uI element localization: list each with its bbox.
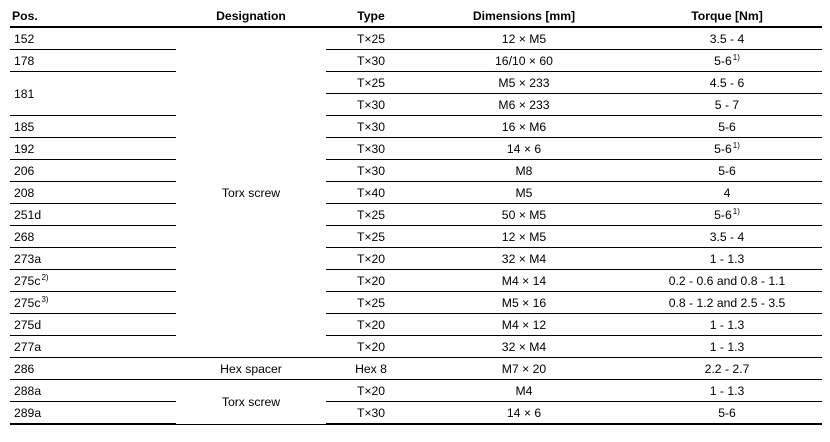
torque-footnote: 1) xyxy=(732,52,740,62)
dimensions-cell: 14 × 6 xyxy=(416,138,632,160)
type-cell: Hex 8 xyxy=(326,358,416,380)
torque-cell xyxy=(632,204,822,226)
pos-cell xyxy=(10,27,176,50)
torque-cell xyxy=(632,358,822,380)
type-cell: T×30 xyxy=(326,402,416,425)
pos-value: 152 xyxy=(14,31,35,46)
torque-value: 1 - 1.3 xyxy=(709,317,745,332)
torque-value: 2.2 - 2.7 xyxy=(704,361,750,376)
torque-cell xyxy=(632,270,822,292)
dimensions-cell: 14 × 6 xyxy=(416,402,632,425)
designation-cell: Torx screw xyxy=(176,27,326,358)
table-row xyxy=(10,226,822,248)
pos-value: 192 xyxy=(14,141,35,156)
pos-cell xyxy=(10,402,176,425)
pos-value: 273a xyxy=(14,251,42,266)
table-row xyxy=(10,248,822,270)
pos-value: 178 xyxy=(14,53,35,68)
dimensions-cell: 16/10 × 60 xyxy=(416,50,632,72)
dimensions-cell: 32 × M4 xyxy=(416,336,632,358)
torque-cell xyxy=(632,72,822,94)
type-cell: T×30 xyxy=(326,116,416,138)
pos-cell xyxy=(10,292,176,314)
type-cell: T×25 xyxy=(326,226,416,248)
torque-cell xyxy=(632,248,822,270)
dimensions-cell: M4 xyxy=(416,380,632,402)
pos-value: 185 xyxy=(14,119,35,134)
torque-cell xyxy=(632,226,822,248)
type-cell: T×25 xyxy=(326,27,416,50)
torque-cell xyxy=(632,160,822,182)
dimensions-cell: M5 × 233 xyxy=(416,72,632,94)
table-row xyxy=(10,336,822,358)
dimensions-cell: 12 × M5 xyxy=(416,27,632,50)
torque-value: 5-6 xyxy=(714,207,732,222)
torque-footnote: 1) xyxy=(732,206,740,216)
pos-value: 288a xyxy=(14,383,42,398)
table-row xyxy=(10,160,822,182)
torque-cell xyxy=(632,292,822,314)
pos-value: 251d xyxy=(14,207,42,222)
table-row xyxy=(10,138,822,160)
torque-table xyxy=(10,5,822,425)
torque-table-container xyxy=(10,5,822,425)
table-row xyxy=(10,182,822,204)
header-pos: Pos. xyxy=(10,5,176,27)
table-row xyxy=(10,204,822,226)
pos-cell xyxy=(10,72,176,116)
torque-cell xyxy=(632,182,822,204)
torque-cell xyxy=(632,380,822,402)
pos-value: 277a xyxy=(14,339,42,354)
type-cell: T×30 xyxy=(326,94,416,116)
type-cell: T×30 xyxy=(326,50,416,72)
pos-cell xyxy=(10,380,176,402)
pos-footnote: 2) xyxy=(41,272,49,282)
dimensions-cell: M5 xyxy=(416,182,632,204)
pos-cell xyxy=(10,138,176,160)
type-cell: T×25 xyxy=(326,72,416,94)
torque-value: 1 - 1.3 xyxy=(709,383,745,398)
torque-value: 5-6 xyxy=(718,405,736,420)
pos-footnote: 3) xyxy=(41,294,49,304)
type-cell: T×20 xyxy=(326,380,416,402)
torque-cell xyxy=(632,336,822,358)
table-row xyxy=(10,402,822,425)
torque-cell xyxy=(632,116,822,138)
dimensions-cell: M5 × 16 xyxy=(416,292,632,314)
torque-value: 5-6 xyxy=(718,119,736,134)
pos-cell xyxy=(10,116,176,138)
pos-cell xyxy=(10,182,176,204)
torque-cell xyxy=(632,27,822,50)
dimensions-cell: M7 × 20 xyxy=(416,358,632,380)
table-row xyxy=(10,72,822,94)
pos-value: 268 xyxy=(14,229,35,244)
pos-cell xyxy=(10,204,176,226)
pos-cell xyxy=(10,50,176,72)
pos-value: 181 xyxy=(14,86,35,101)
torque-value: 5 - 7 xyxy=(714,97,740,112)
type-cell: T×40 xyxy=(326,182,416,204)
torque-cell xyxy=(632,138,822,160)
type-cell: T×20 xyxy=(326,248,416,270)
dimensions-cell: 32 × M4 xyxy=(416,248,632,270)
dimensions-cell: M4 × 12 xyxy=(416,314,632,336)
dimensions-cell: M8 xyxy=(416,160,632,182)
pos-cell xyxy=(10,226,176,248)
torque-value: 5-6 xyxy=(714,141,732,156)
type-cell: T×30 xyxy=(326,138,416,160)
pos-value: 208 xyxy=(14,185,35,200)
type-cell: T×25 xyxy=(326,292,416,314)
table-row xyxy=(10,270,822,292)
type-cell: T×20 xyxy=(326,270,416,292)
torque-value: 0.2 - 0.6 and 0.8 - 1.1 xyxy=(668,273,786,288)
torque-footnote: 1) xyxy=(732,140,740,150)
header-dimensions: Dimensions [mm] xyxy=(416,5,632,27)
header-row xyxy=(10,5,822,27)
torque-value: 3.5 - 4 xyxy=(709,229,745,244)
table-row xyxy=(10,27,822,50)
designation-cell: Hex spacer xyxy=(176,358,326,380)
type-cell: T×20 xyxy=(326,336,416,358)
pos-value: 206 xyxy=(14,163,35,178)
designation-cell: Torx screw xyxy=(176,380,326,425)
pos-value: 275c xyxy=(14,273,41,288)
pos-cell xyxy=(10,336,176,358)
torque-value: 0.8 - 1.2 and 2.5 - 3.5 xyxy=(668,295,786,310)
torque-cell xyxy=(632,50,822,72)
pos-value: 275c xyxy=(14,295,41,310)
pos-value: 275d xyxy=(14,317,42,332)
torque-value: 4.5 - 6 xyxy=(709,75,745,90)
torque-value: 5-6 xyxy=(718,163,736,178)
pos-cell xyxy=(10,314,176,336)
pos-cell xyxy=(10,270,176,292)
type-cell: T×25 xyxy=(326,204,416,226)
table-row xyxy=(10,292,822,314)
header-designation: Designation xyxy=(176,5,326,27)
torque-cell xyxy=(632,314,822,336)
dimensions-cell: 16 × M6 xyxy=(416,116,632,138)
type-cell: T×30 xyxy=(326,160,416,182)
type-cell: T×20 xyxy=(326,314,416,336)
table-row xyxy=(10,314,822,336)
torque-value: 3.5 - 4 xyxy=(709,31,745,46)
dimensions-cell: 12 × M5 xyxy=(416,226,632,248)
torque-value: 4 xyxy=(723,185,731,200)
torque-value: 1 - 1.3 xyxy=(709,339,745,354)
torque-value: 5-6 xyxy=(714,53,732,68)
torque-cell xyxy=(632,94,822,116)
header-type: Type xyxy=(326,5,416,27)
torque-value: 1 - 1.3 xyxy=(709,251,745,266)
pos-value: 286 xyxy=(14,361,35,376)
table-row xyxy=(10,380,822,402)
pos-cell xyxy=(10,358,176,380)
dimensions-cell: 50 × M5 xyxy=(416,204,632,226)
table-row xyxy=(10,50,822,72)
torque-cell xyxy=(632,402,822,425)
pos-cell xyxy=(10,160,176,182)
dimensions-cell: M4 × 14 xyxy=(416,270,632,292)
pos-value: 289a xyxy=(14,405,42,420)
pos-cell xyxy=(10,248,176,270)
dimensions-cell: M6 × 233 xyxy=(416,94,632,116)
table-row xyxy=(10,116,822,138)
table-row xyxy=(10,358,822,380)
header-torque: Torque [Nm] xyxy=(632,5,822,27)
